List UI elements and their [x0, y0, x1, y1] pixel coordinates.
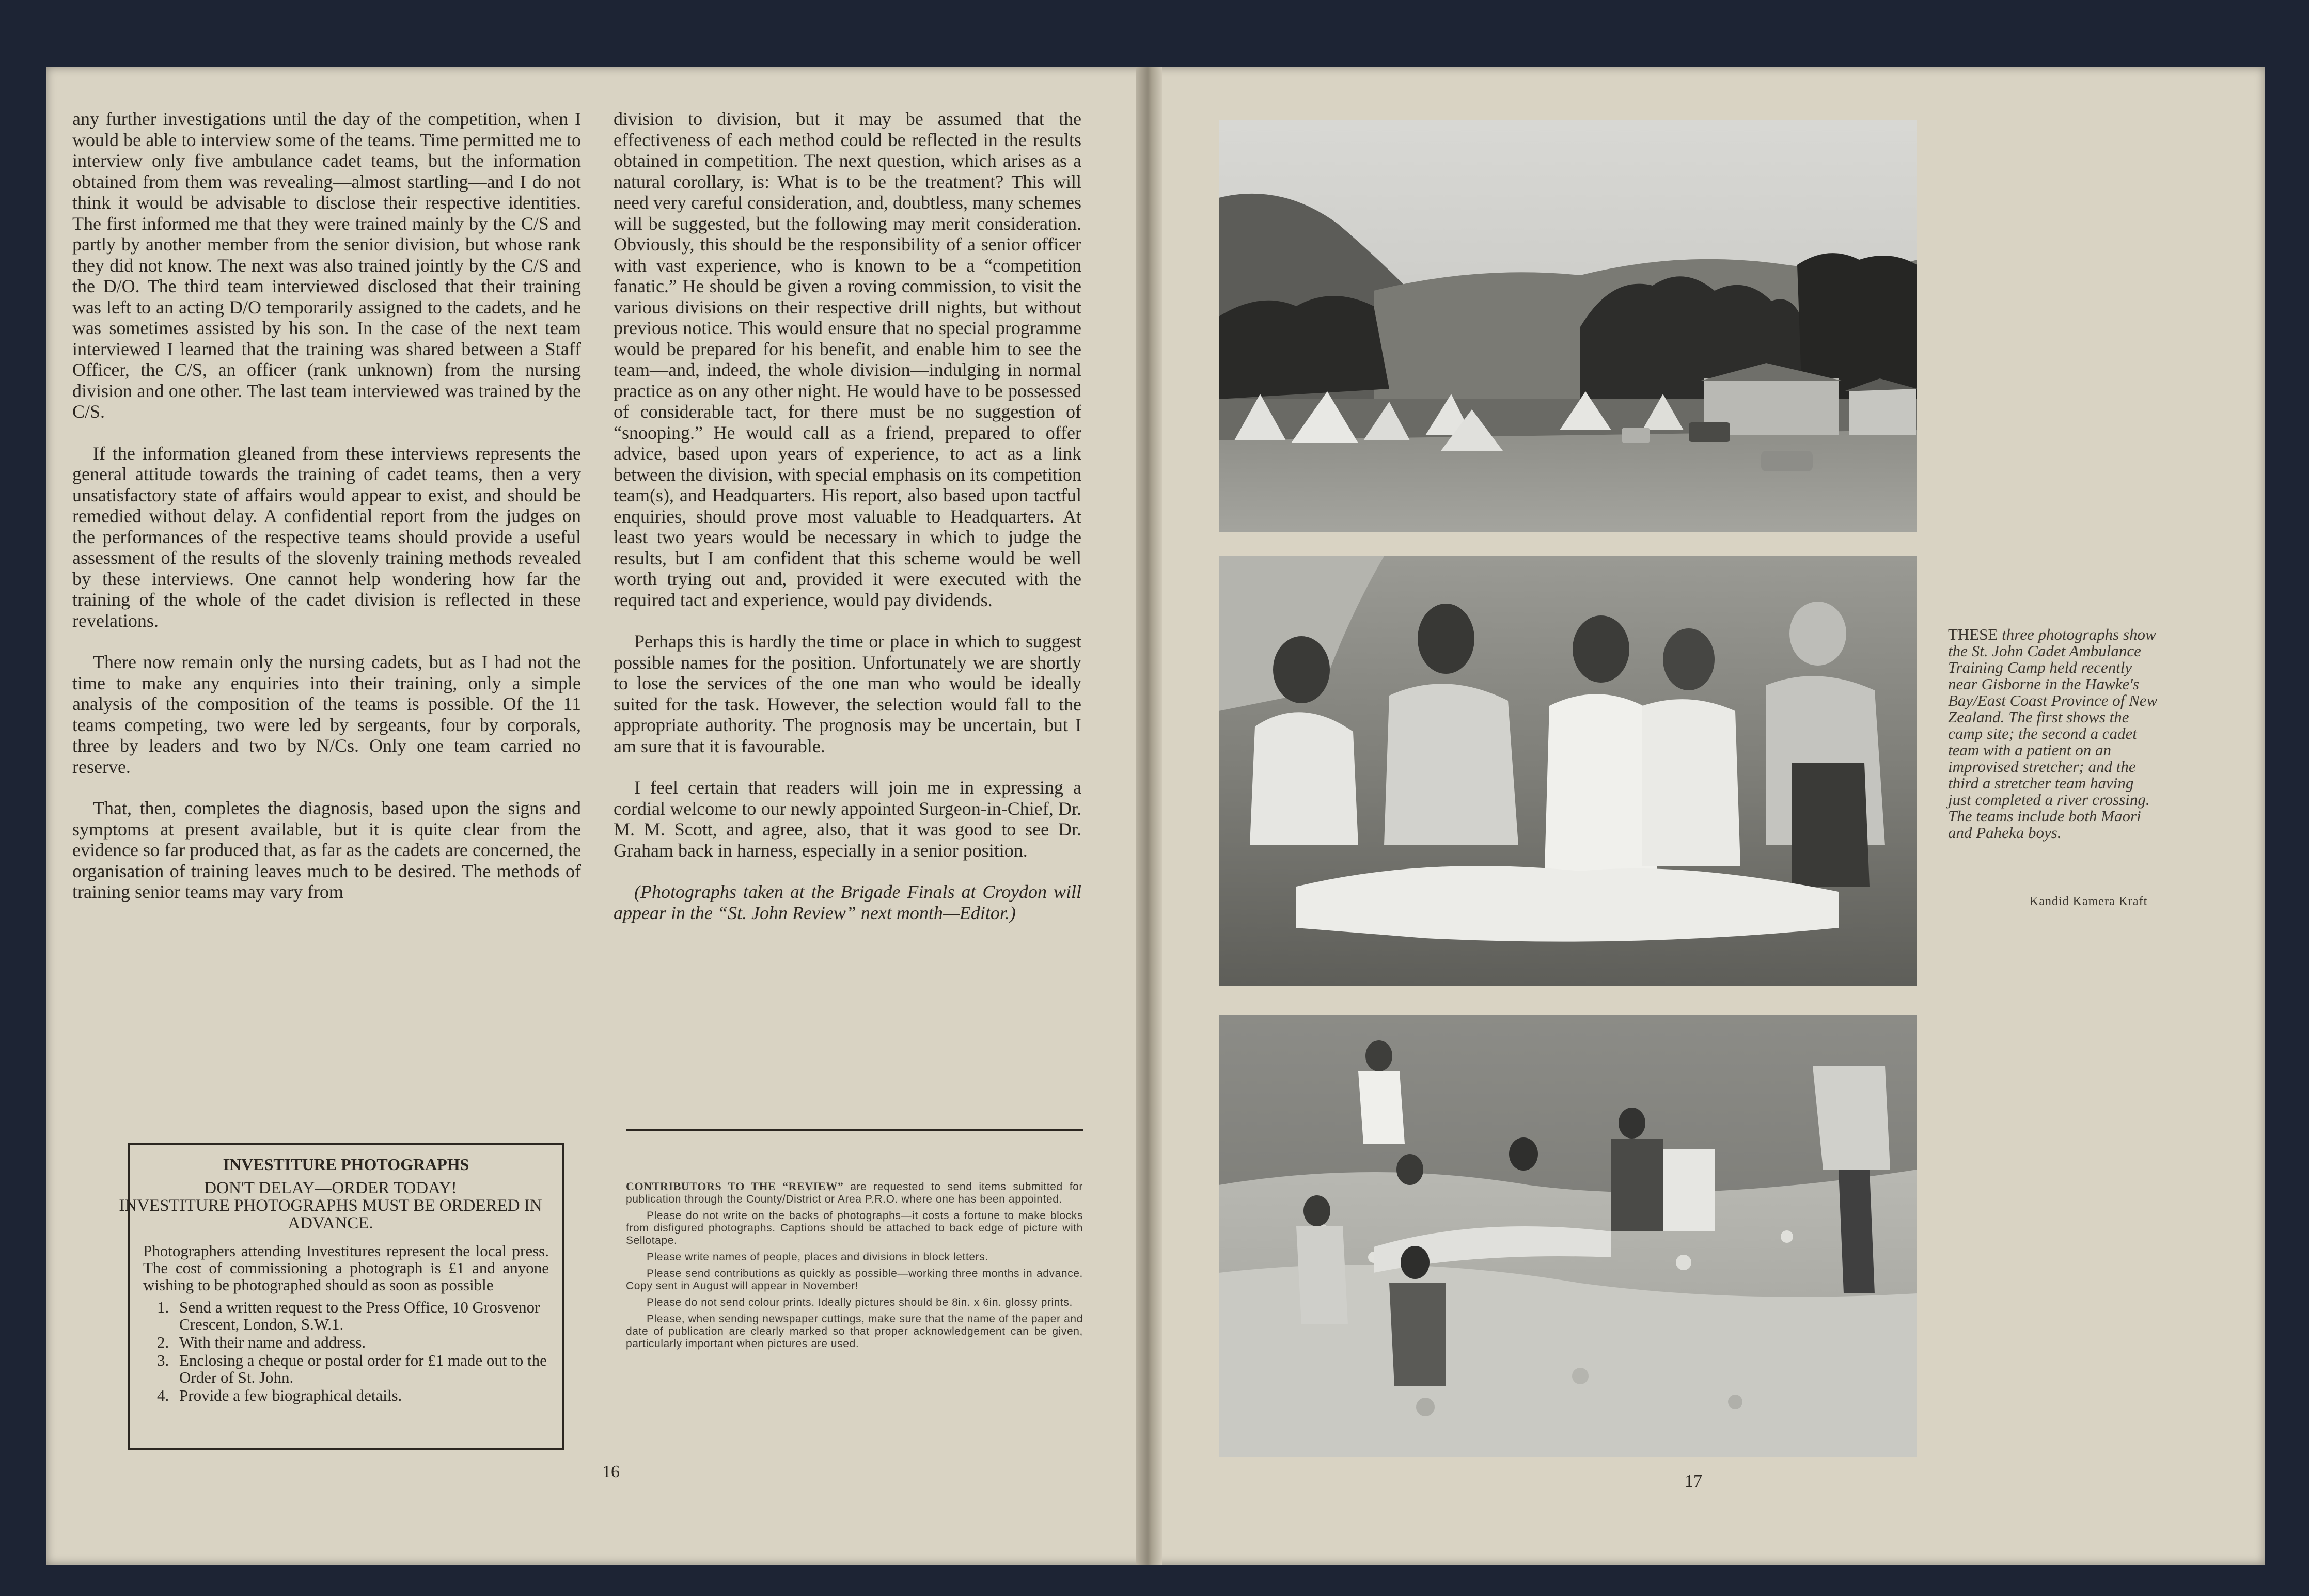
- list-item: 3. Enclosing a cheque or postal order for £1 made out to the Order of St. John.: [173, 1352, 549, 1386]
- section-divider: [626, 1129, 1083, 1131]
- paragraph: Perhaps this is hardly the time or place in which to suggest possible names for the position. Unfortunately we are shortly to lose the services of the one man who would be ideally suited for the task. However, the selection would fall to the appropriate authority. The prognosis may be uncertain, but I am sure that it is favourable.: [614, 631, 1081, 756]
- page-number-right: 17: [1685, 1472, 1702, 1491]
- contributors-notice: [626, 1180, 1083, 1354]
- editor-note: (Photographs taken at the Brigade Finals at Croydon will appear in the “St. John Review” next month—Editor.): [614, 881, 1081, 923]
- photo-credit: Kandid Kamera Kraft: [2030, 895, 2148, 908]
- article-column-2: [614, 108, 1081, 923]
- list-item: 1. Send a written request to the Press Office, 10 Grosvenor Crescent, London, S.W.1.: [173, 1299, 549, 1333]
- list-item: 2. With their name and address.: [173, 1334, 549, 1351]
- notice-title: INVESTITURE PHOTOGRAPHS: [223, 1155, 469, 1174]
- notice-subtitle-2: INVESTITURE PHOTOGRAPHS MUST BE ORDERED IN ADVANCE.: [119, 1196, 542, 1232]
- caption-lead: THESE: [1948, 625, 1998, 643]
- cadet-team-photo: [1219, 556, 1917, 986]
- contributors-lead: CONTRIBUTORS TO THE “REVIEW”: [626, 1180, 844, 1193]
- notice-intro: Photographers attending Investitures represent the local press. The cost of commissioning a photograph is £1 and anyone wishing to be photographed should as soon as possible: [143, 1242, 549, 1294]
- contributors-paragraph: Please do not send colour prints. Ideally pictures should be 8in. x 6in. glossy prints.: [647, 1297, 1073, 1308]
- camp-site-photo: [1219, 120, 1917, 532]
- contributors-paragraph: Please send contributions as quickly as possible—working three months in advance. Copy sent in August will appear in November!: [626, 1268, 1083, 1292]
- caption-text: three photographs show the St. John Cadet Ambulance Training Camp held recently near Gisborne in the Hawke's Bay/East Coast Province of New Zealand. The first shows the camp site; the second a cadet team with a patient on an improvised stretcher; and the third a stretcher team having just completed a river crossing. The teams include both Maori and Paheka boys.: [1948, 625, 2158, 842]
- page-gutter: [1136, 67, 1162, 1565]
- contributors-paragraph: [626, 1180, 1083, 1206]
- contributors-paragraph: Please, when sending newspaper cuttings, make sure that the name of the paper and date of publication are clearly marked so that proper acknowledgement can be given, particularly important when pictures are used.: [626, 1313, 1083, 1350]
- paragraph: division to division, but it may be assumed that the effectiveness of each method could be reflected in the results obtained in competition. The next question, which arises as a natural corollary, is: What is to be the treatment? This will need very careful consideration, and, doubtless, many schemes will be suggested, but the following may merit consideration. Obviously, this should be the responsibility of a senior officer with vast experience, who is known to be a “competition fanatic.” He should be given a roving commission, to visit the various divisions on their respective drill nights, but without previous notice. This would ensure that no special programme would be prepared for his benefit, and enable him to see the team—and, indeed, the whole division—indulging in normal practice as on any other night. He would have to be possessed of considerable tact, for there must be no suggestion of “snooping.” He would call as a friend, prepared to offer advice, based upon years of experience, to act as a link between the division, with special emphasis on its competition team(s), and Headquarters. His report, also based upon tactful enquiries, should prove most valuable to Headquarters. At least two years would be necessary in which to judge the results, but I am confident that this scheme would be well worth trying out and, provided it were executed with the required tact and experience, would pay dividends.: [614, 108, 1081, 610]
- list-item: 4. Provide a few biographical details.: [173, 1387, 549, 1404]
- paragraph: any further investigations until the day of the competition, when I would be able to interview some of the teams. Time permitted me to interview only five ambulance cadet teams, but the information obtained from them was revealing—almost startling—and I do not think it would be advisable to disclose their respective identities. The first informed me that they were trained mainly by the C/S and partly by another member from the senior division, but whose rank they did not know. The next was also trained jointly by the C/S and the D/O. The third team interviewed disclosed that their training was left to an acting D/O temporarily assigned to the cadets, and he was sometimes assisted by his son. In the case of the next team interviewed I learned that the training was shared between a Staff Officer, the C/S, an officer (rank unknown) from the nursing division and one other. The last team interviewed was trained by the C/S.: [72, 108, 581, 422]
- notice-steps: [143, 1299, 549, 1404]
- article-column-1: [72, 108, 581, 903]
- contributors-paragraph: Please write names of people, places and divisions in block letters.: [647, 1251, 988, 1263]
- river-crossing-photo: [1219, 1015, 1917, 1457]
- page-number-left: 16: [602, 1462, 620, 1481]
- contributors-text: are requested to send items submitted for publication through the County/District or Area P.R.O. where one has been appointed.: [626, 1181, 1083, 1205]
- paragraph: I feel certain that readers will join me in expressing a cordial welcome to our newly appointed Surgeon-in-Chief, Dr. M. M. Scott, and agree, also, that it was good to see Dr. Graham back in harness, especially in a senior position.: [614, 777, 1081, 861]
- paragraph: That, then, completes the diagnosis, based upon the signs and symptoms at present available, but it is quite clear from the evidence so far produced that, as far as the cadets are concerned, the organisation of training leaves much to be desired. The methods of training senior teams may vary from: [72, 798, 581, 902]
- photo-caption: [1948, 626, 2160, 841]
- paragraph: If the information gleaned from these interviews represents the general attitude towards the training of cadet teams, then a very unsatisfactory state of affairs would appear to exist, and should be remedied without delay. A confidential report from the judges on the performances of the respective teams should provide a useful assessment of the results of the slovenly training methods revealed by these interviews. One cannot help wondering how far the training of the whole of the cadet division is reflected in these revelations.: [72, 443, 581, 631]
- paragraph: There now remain only the nursing cadets, but as I had not the time to make any enquiries into their training, only a simple analysis of the composition of the teams is possible. Of the 11 teams competing, two were led by sergeants, four by corporals, three by leaders and two by N/Cs. Only one team carried no reserve.: [72, 652, 581, 777]
- notice-subtitle: DON'T DELAY—ORDER TODAY!: [204, 1179, 457, 1197]
- investiture-notice: [119, 1143, 564, 1450]
- contributors-paragraph: Please do not write on the backs of photographs—it costs a fortune to make blocks from disfigured photographs. Captions should be attached to back edge of picture with Sellotape.: [626, 1210, 1083, 1246]
